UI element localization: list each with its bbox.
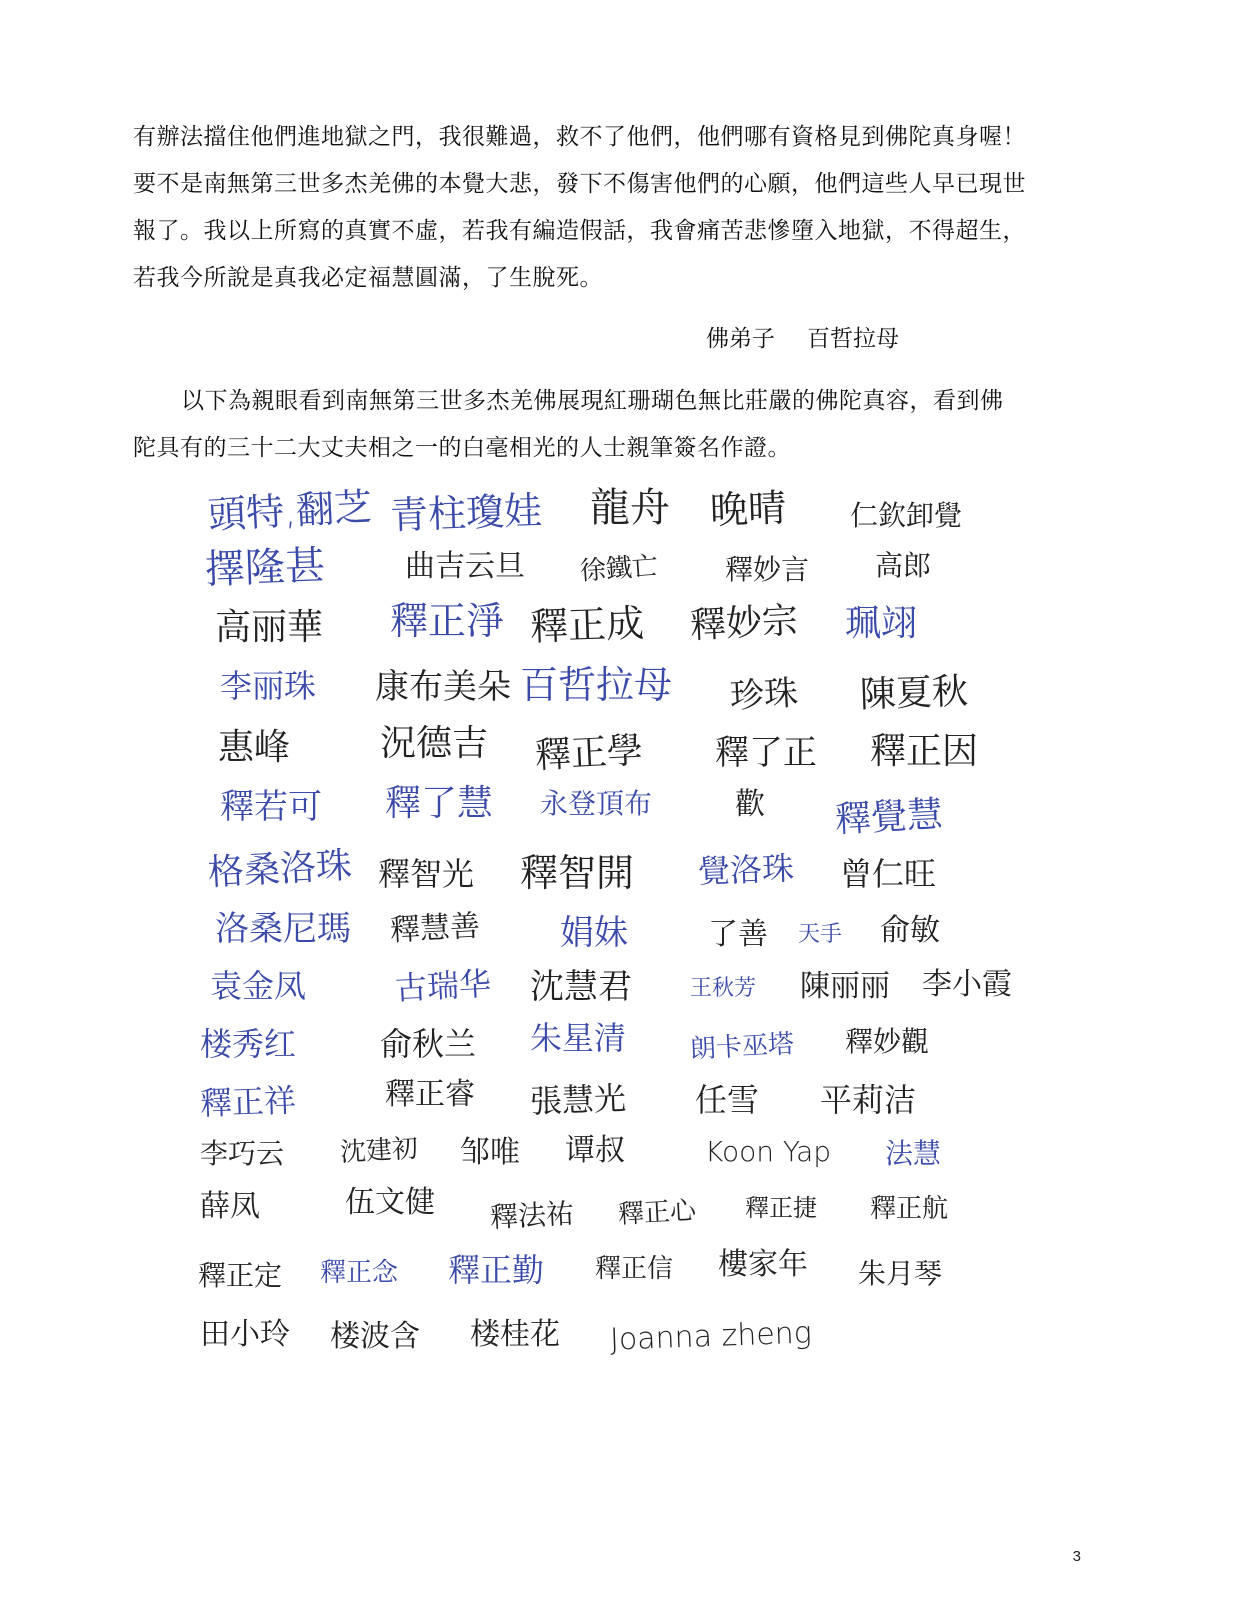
handwritten-signature: 釋智光 xyxy=(378,855,475,893)
text-line: 以下為親眼看到南無第三世多杰羌佛展現紅珊瑚色無比莊嚴的佛陀真容，看到佛 xyxy=(181,388,1004,414)
handwritten-signature: 李巧云 xyxy=(200,1137,285,1170)
handwritten-signature: 陳夏秋 xyxy=(859,671,969,716)
handwritten-signature: 天手 xyxy=(798,922,843,947)
handwritten-signature: 釋慧善 xyxy=(389,908,481,949)
handwritten-signature: 邹唯 xyxy=(460,1135,520,1170)
handwritten-signature: 釋法祐 xyxy=(489,1196,575,1235)
handwritten-signature: 李小霞 xyxy=(922,967,1012,1002)
handwritten-signature: 釋正祥 xyxy=(199,1081,297,1123)
handwritten-signature: 晚晴 xyxy=(709,485,787,533)
body-paragraph xyxy=(133,114,1093,302)
handwritten-signature: 伍文健 xyxy=(345,1185,435,1220)
handwritten-signature: 楼秀红 xyxy=(200,1025,297,1063)
handwritten-signature: 釋智開 xyxy=(520,851,635,895)
handwritten-signature: 珍珠 xyxy=(728,673,800,717)
handwritten-signature: 谭叔 xyxy=(565,1133,625,1168)
handwritten-signature: 惠峰 xyxy=(218,727,291,768)
signer-role: 佛弟子 xyxy=(706,326,775,352)
handwritten-signature: 俞敏 xyxy=(880,913,940,948)
handwritten-signature: 徐鐵亡 xyxy=(579,551,659,587)
handwritten-signature: 娟妹 xyxy=(560,913,628,953)
handwritten-signature: 釋妙宗 xyxy=(688,600,799,647)
page-number: 3 xyxy=(1072,1548,1081,1565)
handwritten-signature: 釋正念 xyxy=(320,1258,399,1288)
signature-line xyxy=(706,320,899,353)
handwritten-signature: 高丽華 xyxy=(215,607,324,648)
handwritten-signature: 沈建初 xyxy=(339,1133,419,1169)
text-line: 有辦法擋住他們進地獄之門，我很難過，救不了他們，他們哪有資格見到佛陀真身喔！ xyxy=(133,124,1026,150)
handwritten-signature: 釋正淨 xyxy=(390,599,505,643)
handwritten-signature: 釋正睿 xyxy=(385,1077,475,1112)
handwritten-signature: 李丽珠 xyxy=(220,667,317,705)
handwritten-signature: 格桑洛珠 xyxy=(206,845,353,894)
handwritten-signature: 田小玲 xyxy=(200,1317,290,1352)
handwritten-signature: 任雪 xyxy=(695,1081,760,1119)
handwritten-signature: Koon Yap xyxy=(705,1135,832,1168)
handwritten-signature: 龍舟 xyxy=(590,485,670,531)
handwritten-signature: 歡 xyxy=(735,787,765,822)
handwritten-signature: 釋正捷 xyxy=(745,1194,817,1222)
handwritten-signature: 釋妙言 xyxy=(725,553,810,586)
handwritten-signature: 法慧 xyxy=(885,1137,942,1170)
handwritten-signature: 楼桂花 xyxy=(470,1317,560,1352)
handwritten-signature: 釋正定 xyxy=(198,1259,283,1292)
handwritten-signature: 朗卡巫塔 xyxy=(689,1029,795,1065)
handwritten-signature: 薛凤 xyxy=(200,1189,260,1224)
text-line: 要不是南無第三世多杰羌佛的本覺大悲，發下不傷害他們的心願，他們這些人早已現世 xyxy=(133,171,1026,197)
handwritten-signature: 曲吉云旦 xyxy=(405,549,525,584)
handwritten-signature: 陳丽丽 xyxy=(800,969,890,1004)
handwritten-signature: 百哲拉母 xyxy=(520,663,673,707)
handwritten-signature: 釋正心 xyxy=(617,1195,697,1231)
handwritten-signature: 釋正學 xyxy=(533,730,644,777)
text-line: 報了。我以上所寫的真實不虛，若我有編造假話，我會痛苦悲慘墮入地獄，不得超生， xyxy=(133,218,1026,244)
handwritten-signature: 樓家年 xyxy=(718,1247,808,1282)
handwritten-signature: 朱月琴 xyxy=(858,1257,943,1290)
handwritten-signature: 張慧光 xyxy=(529,1079,627,1121)
handwritten-signature: 俞秋兰 xyxy=(380,1025,477,1063)
handwritten-signature: 釋正信 xyxy=(595,1254,674,1284)
text-line: 陀具有的三十二大丈夫相之一的白毫相光的人士親筆簽名作證。 xyxy=(133,435,791,461)
handwritten-signature: 王秋芳 xyxy=(690,976,757,1001)
handwritten-signatures-area xyxy=(190,480,1050,1358)
handwritten-signature: 仁欽卸覺 xyxy=(850,499,963,532)
handwritten-signature: 楼波含 xyxy=(330,1319,420,1354)
handwritten-signature: 釋妙觀 xyxy=(845,1025,930,1058)
handwritten-signature: 珮翊 xyxy=(845,603,918,644)
witness-intro-paragraph xyxy=(133,378,1093,472)
handwritten-signature: 古瑞华 xyxy=(394,964,492,1008)
handwritten-signature: 況德吉 xyxy=(380,723,489,764)
handwritten-signature: 釋正成 xyxy=(529,601,645,649)
handwritten-signature: 釋了正 xyxy=(715,733,817,773)
handwritten-signature: 釋正航 xyxy=(870,1194,949,1224)
handwritten-signature: 沈慧君 xyxy=(530,967,632,1007)
text-line: 若我今所說是真我必定福慧圓滿，了生脫死。 xyxy=(133,265,603,291)
handwritten-signature: 覺洛珠 xyxy=(697,849,795,891)
handwritten-signature: 洛桑尼瑪 xyxy=(215,909,351,949)
handwritten-signature: 曾仁旺 xyxy=(840,855,937,893)
handwritten-signature: 青柱瓊娃 xyxy=(389,488,543,538)
handwritten-signature: 釋了慧 xyxy=(385,783,494,824)
handwritten-signature: 釋正勤 xyxy=(448,1251,545,1289)
handwritten-signature: 釋覺慧 xyxy=(833,794,944,841)
handwritten-signature: 了善 xyxy=(708,917,768,952)
handwritten-signature: 擇隆甚 xyxy=(204,542,326,594)
signer-name: 百哲拉母 xyxy=(807,326,899,352)
handwritten-signature: 高郎 xyxy=(875,549,932,582)
handwritten-signature: 釋若可 xyxy=(220,787,322,827)
handwritten-signature: 平莉洁 xyxy=(820,1081,917,1119)
handwritten-signature: Joanna zheng xyxy=(609,1315,813,1358)
handwritten-signature: 永登頂布 xyxy=(540,787,653,820)
handwritten-signature: 袁金凤 xyxy=(210,967,307,1005)
handwritten-signature: 頭特,翻芝 xyxy=(206,484,374,538)
handwritten-signature: 朱星清 xyxy=(530,1019,627,1057)
handwritten-signature: 康布美朵 xyxy=(375,667,511,707)
handwritten-signature: 釋正因 xyxy=(870,731,979,772)
